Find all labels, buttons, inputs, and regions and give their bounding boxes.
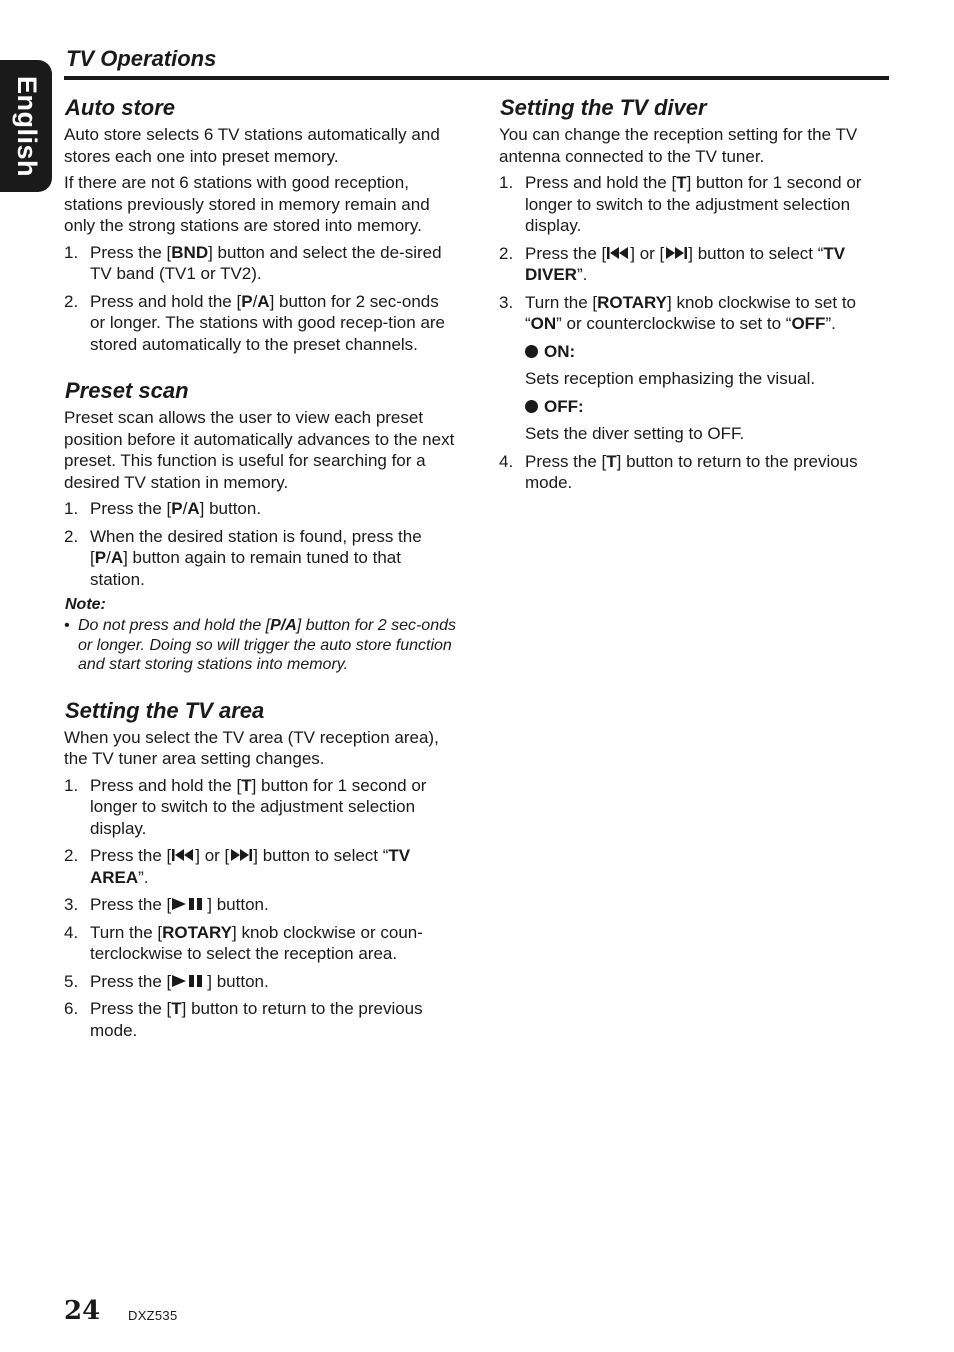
page-header-title: TV Operations xyxy=(66,46,217,71)
filled-circle-icon xyxy=(525,345,538,358)
tv-diver-intro: You can change the reception setting for the TV antenna connected to the TV tuner. xyxy=(499,125,858,166)
tv-diver-steps-continued xyxy=(499,451,889,494)
section-auto-store xyxy=(64,94,456,355)
preset-scan-steps xyxy=(64,498,456,590)
section-tv-diver xyxy=(499,94,889,494)
right-column xyxy=(499,94,889,516)
language-tab-label: English xyxy=(11,75,42,177)
tv-area-heading: Setting the TV area xyxy=(65,697,265,723)
tv-diver-step-4: 4. Press the [T] button to return to the previous mode. xyxy=(499,451,858,492)
tv-diver-steps xyxy=(499,172,889,335)
auto-store-detail: If there are not 6 stations with good reception, stations previously stored in memory remain and only the strong stations are stored into memory. xyxy=(64,173,430,235)
note-bullet: • xyxy=(64,617,70,634)
tv-diver-step-1: 1. Press and hold the [T] button for 1 second or longer to switch to the adjustment selection display. xyxy=(499,173,862,235)
option-off-text: Sets the diver setting to OFF. xyxy=(525,424,745,443)
auto-store-heading: Auto store xyxy=(65,95,175,120)
tv-diver-step-2: 2. Press the [ ] or [ ] button to select “TV DIVER”. xyxy=(499,243,846,284)
skip-back-icon xyxy=(606,245,630,261)
tv-area-step-1: 1. Press and hold the [T] button for 1 second or longer to switch to the adjustment selection display. xyxy=(64,775,427,838)
auto-store-intro: Auto store selects 6 TV stations automatically and stores each one into preset memory. xyxy=(64,125,440,166)
play-pause-icon xyxy=(171,896,207,912)
note-title: Note: xyxy=(65,596,106,613)
auto-store-steps xyxy=(64,242,456,356)
play-pause-icon xyxy=(171,973,207,989)
section-preset-scan xyxy=(64,377,456,675)
preset-scan-step-1: 1. Press the [P/A] button. xyxy=(64,499,262,518)
tv-area-step-3: 3. Press the [ ] button. xyxy=(64,895,269,914)
option-off-heading: OFF: xyxy=(525,396,889,418)
left-column xyxy=(64,94,456,1063)
tv-diver-step-3: 3. Turn the [ROTARY] knob clockwise to set to “ON” or counterclockwise to set to “OFF”. xyxy=(499,292,857,333)
skip-back-icon xyxy=(171,847,195,863)
tv-area-step-5: 5. Press the [ ] button. xyxy=(64,971,269,991)
tv-area-intro: When you select the TV area (TV reception area), the TV tuner area setting changes. xyxy=(64,727,439,768)
preset-scan-step-2: 2. When the desired station is found, press the [P/A] button again to remain tuned to that station. xyxy=(64,526,422,589)
skip-forward-icon xyxy=(229,847,253,863)
section-tv-area xyxy=(64,697,456,1042)
preset-scan-intro: Preset scan allows the user to view each preset position before it automatically advances to the next preset. This function is useful for searching for a desired TV station in memory. xyxy=(64,408,455,492)
preset-scan-heading: Preset scan xyxy=(65,378,189,403)
tv-area-steps xyxy=(64,775,456,1042)
filled-circle-icon xyxy=(525,400,538,413)
tv-area-step-6: 6. Press the [T] button to return to the previous mode. xyxy=(64,999,423,1040)
skip-forward-icon xyxy=(664,245,688,261)
note-item: • Do not press and hold the [P/A] button for 2 sec-onds or longer. Doing so will trigger the auto store function and start storing stations into memory. xyxy=(64,617,456,673)
tv-diver-heading: Setting the TV diver xyxy=(500,95,707,120)
header-rule xyxy=(64,76,889,80)
language-tab xyxy=(0,60,52,192)
tv-area-step-2: 2. Press the [ ] or [ ] button to select “TV AREA”. xyxy=(64,846,411,887)
model-number: DXZ535 xyxy=(128,1308,178,1323)
auto-store-step-1: 1. Press the [BND] button and select the de-sired TV band (TV1 or TV2). xyxy=(64,242,442,283)
auto-store-step-2: 2. Press and hold the [P/A] button for 2 sec-onds or longer. The stations with good recep-tion are stored automatically to the preset channels. xyxy=(64,291,446,354)
tv-area-step-4: 4. Turn the [ROTARY] knob clockwise or coun-terclockwise to select the reception area. xyxy=(64,922,423,963)
option-on-text: Sets reception emphasizing the visual. xyxy=(525,369,816,388)
page-number: 24 xyxy=(64,1296,101,1326)
option-on-heading: ON: xyxy=(525,341,889,363)
